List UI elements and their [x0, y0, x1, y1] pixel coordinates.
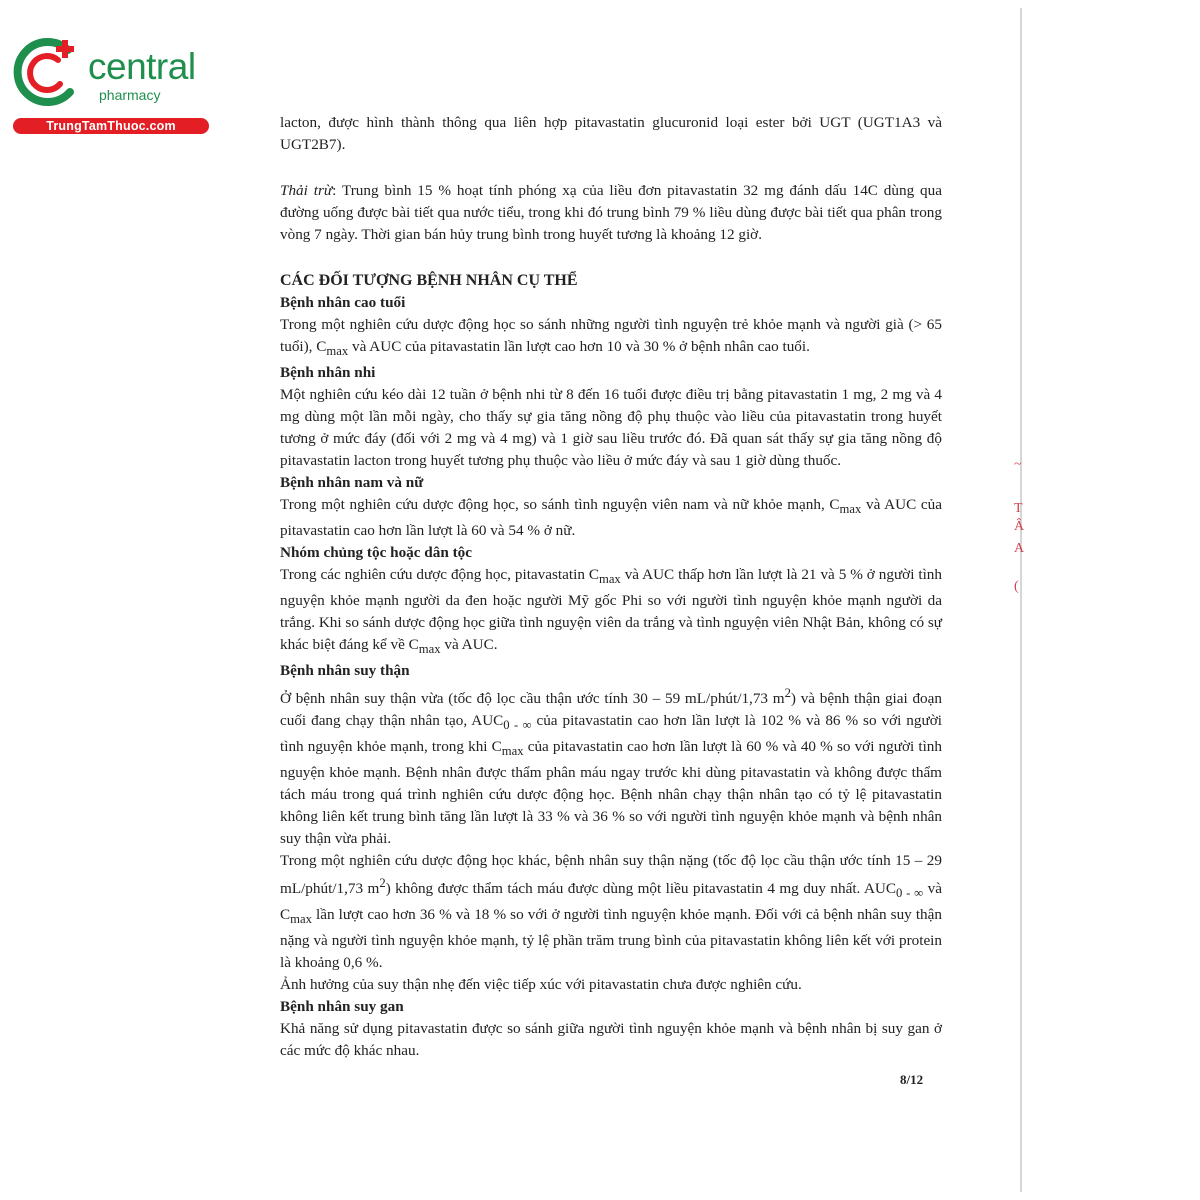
logo-c-mark-icon	[10, 36, 86, 112]
subscript-inf: 0 - ∞	[896, 886, 924, 901]
subscript-max: max	[418, 642, 441, 657]
renal-text-c: của pitavastatin cao hơn lần lượt là 102 % và 86 % so với người tình nguyện khỏe mạnh, trong khi C	[280, 712, 942, 756]
paragraph-hepatic: Khả năng sử dụng pitavastatin được so sánh giữa người tình nguyện khỏe mạnh và bệnh nhân bị suy gan ở các mức độ khác nhau.	[280, 1020, 942, 1060]
paragraph-renal-3: Ảnh hưởng của suy thận nhẹ đến việc tiếp xúc với pitavastatin chưa được nghiên cứu.	[280, 976, 802, 994]
superscript-2: 2	[379, 876, 386, 891]
race-text-3: và AUC.	[440, 636, 498, 654]
heading-renal: Bệnh nhân suy thận	[280, 662, 410, 680]
elimination-text: : Trung bình 15 % hoạt tính phóng xạ của liều đơn pitavastatin 32 mg đánh dấu 14C dùng qua đường uống được bài tiết qua nước tiểu, trong khi đó trung bình 79 % liều dùng được bài tiết qua phân trong vòng 7 ngày. Thời gian bán hủy trung bình trong huyết tương là khoảng 12 giờ.	[280, 182, 942, 243]
elimination-lead: Thải trừ	[280, 182, 333, 199]
heading-pediatric: Bệnh nhân nhi	[280, 364, 376, 382]
renal2-text-a: Trong một nghiên cứu dược động học khác, bệnh nhân suy thận nặng (tốc độ lọc cầu thận ước tính 15 – 29 mL/phút/1,73 m	[280, 852, 942, 898]
subscript-inf: 0 - ∞	[503, 718, 532, 733]
page-number: 8/12	[900, 1072, 924, 1087]
renal-text-d: của pitavastatin cao hơn lần lượt là 60 % và 40 % so với người tình nguyện khỏe mạnh. Bệnh nhân được thẩm phân máu ngay trước khi dùng pitavastatin và không được thẩm tách máu trong quá trình nghiên cứu dược động học. Bệnh nhân chạy thận nhân tạo có tỷ lệ pitavastatin không liên kết trung bình tăng lần lượt là 33 % và 36 % so với người tình nguyện khỏe mạnh và bệnh nhân suy thận vừa phải.	[280, 738, 942, 848]
paragraph-lacton: lacton, được hình thành thông qua liên hợp pitavastatin glucuronid loại ester bởi UGT (UGT1A3 và UGT2B7).	[280, 114, 942, 153]
section-title: CÁC ĐỐI TƯỢNG BỆNH NHÂN CỤ THỂ	[280, 272, 578, 289]
renal2-text-c: và C	[280, 880, 942, 924]
gender-text-2: và AUC của pitavastatin cao hơn lần lượt là 60 và 54 % ở nữ.	[280, 496, 942, 540]
paragraph-renal-1	[280, 682, 942, 850]
elderly-text-1: Trong một nghiên cứu dược động học so sánh những người tình nguyện trẻ khỏe mạnh và người già (> 65 tuổi), C	[280, 316, 942, 355]
renal-text-a: Ở bệnh nhân suy thận vừa (tốc độ lọc cầu thận ước tính 30 – 59 mL/phút/1,73 m	[280, 690, 785, 708]
superscript-2: 2	[784, 686, 791, 701]
subscript-max: max	[839, 502, 862, 517]
subscript-max: max	[501, 744, 524, 759]
paragraph-renal-2	[280, 850, 942, 974]
subscript-max: max	[598, 572, 621, 587]
heading-hepatic: Bệnh nhân suy gan	[280, 998, 404, 1016]
race-text-1: Trong các nghiên cứu dược động học, pitavastatin C	[280, 566, 599, 584]
heading-race: Nhóm chủng tộc hoặc dân tộc	[280, 544, 472, 562]
renal2-text-b: ) không được thẩm tách máu được dùng một liều pitavastatin 4 mg duy nhất. AUC	[385, 880, 897, 898]
paragraph-race	[280, 564, 942, 660]
race-text-2: và AUC thấp hơn lần lượt là 21 và 5 % ở người tình nguyện khỏe mạnh người da đen hoặc người Mỹ gốc Phi so với người tình nguyện khỏe mạnh người da trắng. Khi so sánh dược động học giữa tình nguyện viên da trắng và tình nguyện viên Nhật Bản, không có sự khác biệt đáng kể về C	[280, 566, 942, 654]
gender-text-1: Trong một nghiên cứu dược động học, so sánh tình nguyện viên nam và nữ khỏe mạnh, C	[280, 496, 840, 514]
document-body	[280, 112, 942, 1062]
subscript-max: max	[290, 912, 312, 927]
central-pharmacy-logo	[10, 36, 215, 136]
brand-subtitle: pharmacy	[99, 87, 161, 103]
renal-text-b: ) và bệnh thận giai đoạn cuối đang chạy thận nhân tạo, AUC	[280, 690, 942, 730]
site-badge: TrungTamThuoc.com	[13, 118, 209, 134]
paragraph-elimination	[280, 180, 942, 246]
paragraph-gender	[280, 494, 942, 542]
heading-elderly: Bệnh nhân cao tuổi	[280, 294, 406, 311]
heading-gender: Bệnh nhân nam và nữ	[280, 474, 424, 492]
renal2-text-d: lần lượt cao hơn 36 % và 18 % so với ở người tình nguyện khỏe mạnh. Đối với cả bệnh nhân suy thận nặng và người tình nguyện khỏe mạnh, tỷ lệ phần trăm trung bình của pitavastatin không liên kết với protein là khoảng 0,6 %.	[280, 906, 942, 972]
paragraph-pediatric: Một nghiên cứu kéo dài 12 tuần ở bệnh nhi từ 8 đến 16 tuổi được điều trị bằng pitavastatin 1 mg, 2 mg và 4 mg dùng một lần mỗi ngày, cho thấy sự gia tăng nồng độ phụ thuộc vào liều của pitavastatin trong huyết tương ở mức đáy (đối với 2 mg và 4 mg) và 1 giờ sau liều trước đó. Đã quan sát thấy sự gia tăng nồng độ pitavastatin lacton trong huyết tương phụ thuộc vào liều ở mức đáy và sau 1 giờ dùng thuốc.	[280, 386, 942, 470]
subscript-max: max	[326, 344, 349, 359]
paragraph-elderly	[280, 314, 942, 362]
elderly-text-2: và AUC của pitavastatin lần lượt cao hơn 10 và 30 % ở bệnh nhân cao tuổi.	[348, 338, 810, 355]
margin-stamp-marks: ~ T Â A (	[1014, 457, 1025, 594]
brand-name: central	[88, 46, 196, 87]
